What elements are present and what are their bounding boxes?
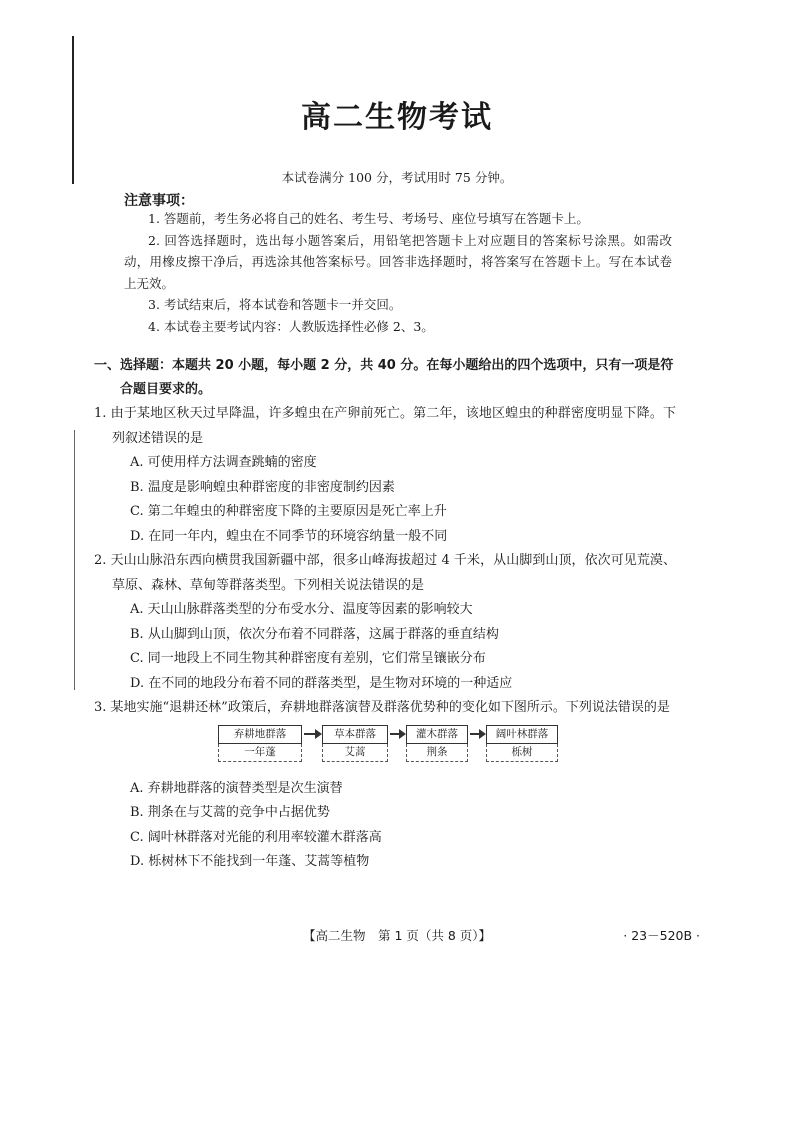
succession-stage [322, 725, 388, 763]
question-3 [94, 696, 676, 875]
notice-item: 1. 答题前，考生务必将自己的姓名、考生号、考场号、座位号填写在答题卡上。 [148, 211, 589, 226]
succession-stage [218, 725, 302, 763]
stage-community-label: 灌木群落 [406, 725, 468, 744]
arrow-icon [304, 733, 320, 735]
arrow-icon [390, 733, 404, 735]
option-a: A. 弃耕地群落的演替类型是次生演替 [130, 780, 343, 796]
binding-line-lower [74, 430, 75, 690]
stage-community-label: 草本群落 [322, 725, 388, 744]
section-heading [94, 354, 676, 402]
exam-subtitle: 本试卷满分 100 分，考试用时 75 分钟。 [281, 170, 513, 185]
option-a: A. 可使用样方法调查跳蝻的密度 [130, 455, 317, 470]
notice-item: 2. 回答选择题时，选出每小题答案后，用铅笔把答题卡上对应题目的答案标号涂黑。如需改动，用橡皮擦干净后，再选涂其他答案标号。回答非选择题时，将答案写在答题卡上。写在本试卷上无效。 [124, 232, 672, 291]
question-2 [94, 549, 676, 696]
stage-dominant-species: 栎树 [486, 744, 558, 762]
stage-community-label: 阔叶林群落 [486, 725, 558, 744]
stage-dominant-species: 艾蒿 [322, 744, 388, 762]
question-stem: 2. 天山山脉沿东西向横贯我国新疆中部，很多山峰海拔超过 4 千米，从山脚到山顶，依次可见荒漠、草原、森林、草甸等群落类型。下列相关说法错误的是 [94, 553, 676, 593]
option-c: C. 阔叶林群落对光能的利用率较灌木群落高 [130, 829, 382, 845]
section-heading-line1: 一、选择题：本题共 20 小题，每小题 2 分，共 40 分。在每小题给出的四个选项中，只有一项是符 [94, 358, 674, 373]
exam-title: 高二生物考试 [301, 100, 493, 135]
option-d: D. 栎树林下不能找到一年蓬、艾蒿等植物 [130, 854, 370, 869]
stage-community-label: 弃耕地群落 [218, 725, 302, 744]
question-list [94, 402, 676, 875]
option-c: C. 第二年蝗虫的种群密度下降的主要原因是死亡率上升 [130, 504, 447, 519]
succession-diagram [94, 725, 676, 771]
notice-item: 3. 考试结束后，将本试卷和答题卡一并交回。 [148, 297, 402, 312]
option-b: B. 温度是影响蝗虫种群密度的非密度制约因素 [130, 479, 395, 495]
option-b: B. 从山脚到山顶，依次分布着不同群落，这属于群落的垂直结构 [130, 626, 499, 642]
option-c: C. 同一地段上不同生物其种群密度有差别，它们常呈镶嵌分布 [130, 651, 486, 666]
notice-item: 4. 本试卷主要考试内容：人教版选择性必修 2、3。 [148, 318, 434, 334]
exam-code: · 23－520B · [623, 928, 700, 943]
option-a: A. 天山山脉群落类型的分布受水分、温度等因素的影响较大 [130, 602, 473, 617]
question-stem: 1. 由于某地区秋天过早降温，许多蝗虫在产卵前死亡。第二年，该地区蝗虫的种群密度明显下降。下列叙述错误的是 [94, 406, 676, 446]
notice-list [124, 208, 672, 337]
option-d: D. 在同一年内，蝗虫在不同季节的环境容纳量一般不同 [130, 528, 448, 544]
page-number-label: 【高二生物 第 1 页（共 8 页）】 [302, 928, 492, 943]
option-b: B. 荆条在与艾蒿的竞争中占据优势 [130, 805, 330, 820]
arrow-icon [470, 733, 484, 735]
question-1 [94, 402, 676, 549]
question-stem: 3. 某地实施“退耕还林”政策后，弃耕地群落演替及群落优势种的变化如下图所示。下列说法错误的是 [94, 700, 670, 715]
succession-stage [486, 725, 558, 763]
section-heading-line2: 合题目要求的。 [120, 382, 212, 397]
succession-stage [406, 725, 468, 763]
option-d: D. 在不同的地段分布着不同的群落类型，是生物对环境的一种适应 [130, 675, 513, 691]
stage-dominant-species: 荆条 [406, 744, 468, 762]
notice-heading: 注意事项： [124, 193, 194, 209]
stage-dominant-species: 一年蓬 [218, 744, 302, 762]
